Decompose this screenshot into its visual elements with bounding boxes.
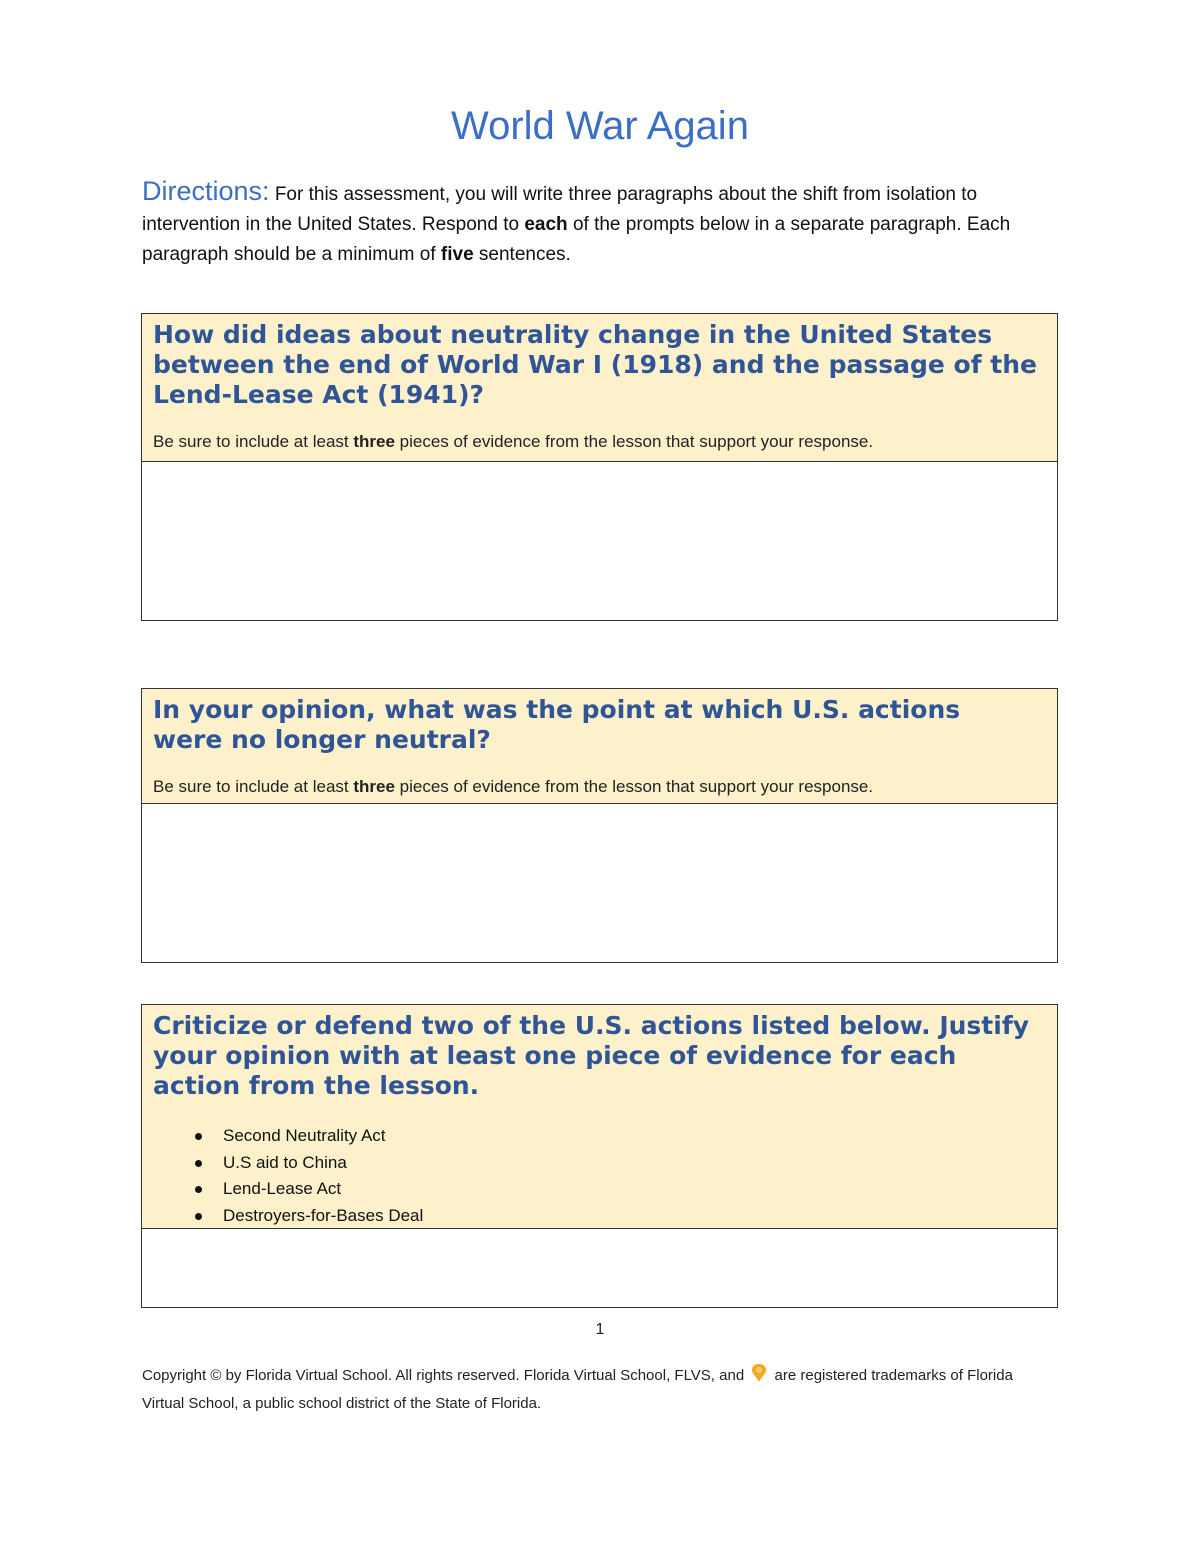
directions-text-2: of the prompts below in a separate paragraph. Each paragraph should be a minimum of (142, 214, 1011, 265)
prompt-note-2-bold: three (353, 777, 395, 796)
footer-text-2: are registered trademarks of Florida Virtual School, a public school district of the State of Florida. (142, 1367, 1013, 1412)
prompt-header-2 (142, 689, 1057, 804)
prompt-box-3 (141, 1004, 1058, 1308)
answer-area-1[interactable] (142, 462, 1057, 620)
prompt-note-1 (153, 432, 1047, 452)
action-item-2: U.S aid to China (223, 1152, 347, 1172)
prompt-note-2-after: pieces of evidence from the lesson that support your response. (394, 777, 874, 796)
bullet-icon (195, 1160, 202, 1167)
prompt-question-2: In your opinion, what was the point at which U.S. actions were no longer neutral? (153, 695, 961, 754)
answer-area-3[interactable] (142, 1229, 1057, 1307)
prompt-note-1-after: pieces of evidence from the lesson that support your response. (394, 432, 874, 451)
prompt-question-3: Criticize or defend two of the U.S. actions listed below. Justify your opinion with at least one piece of evidence for each action from the lesson. (153, 1011, 1030, 1100)
action-list (153, 1123, 1047, 1229)
directions-bold-each: each (524, 214, 568, 235)
copyright-footer (142, 1362, 1042, 1418)
directions-text-1: For this assessment, you will write three paragraphs about the shift from isolation to intervention in the United States. Respond to (142, 184, 978, 235)
action-item-4: Destroyers-for-Bases Deal (223, 1205, 424, 1225)
bullet-icon (195, 1133, 202, 1140)
prompt-question-1: How did ideas about neutrality change in the United States between the end of World War I (1918) and the passage of the Lend-Lease Act (1941)? (153, 320, 1037, 409)
page-title: World War Again (451, 104, 749, 148)
list-item (197, 1203, 1047, 1230)
list-item (197, 1176, 1047, 1203)
prompt-note-1-bold: three (353, 432, 395, 451)
directions-text-3: sentences. (473, 244, 571, 265)
prompt-box-2 (141, 688, 1058, 963)
bullet-icon (195, 1213, 202, 1220)
footer-text-1: Copyright © by Florida Virtual School. All rights reserved. Florida Virtual School, FLVS, and (142, 1367, 749, 1384)
prompt-header-3 (142, 1005, 1057, 1229)
directions-label: Directions: (142, 176, 270, 206)
prompt-note-1-before: Be sure to include at least (153, 432, 354, 451)
directions-bold-five: five (440, 244, 474, 265)
flvs-logo-icon (750, 1363, 768, 1383)
action-item-3: Lend-Lease Act (223, 1179, 342, 1198)
page-number: 1 (595, 1321, 605, 1338)
bullet-icon (195, 1186, 202, 1193)
list-item (197, 1123, 1047, 1150)
action-item-1: Second Neutrality Act (223, 1126, 386, 1145)
answer-area-2[interactable] (142, 804, 1057, 962)
prompt-note-2-before: Be sure to include at least (153, 777, 354, 796)
directions-paragraph (142, 176, 1042, 270)
prompt-header-1 (142, 314, 1057, 462)
prompt-note-2 (153, 777, 1047, 797)
list-item (197, 1150, 1047, 1177)
prompt-box-1 (141, 313, 1058, 621)
